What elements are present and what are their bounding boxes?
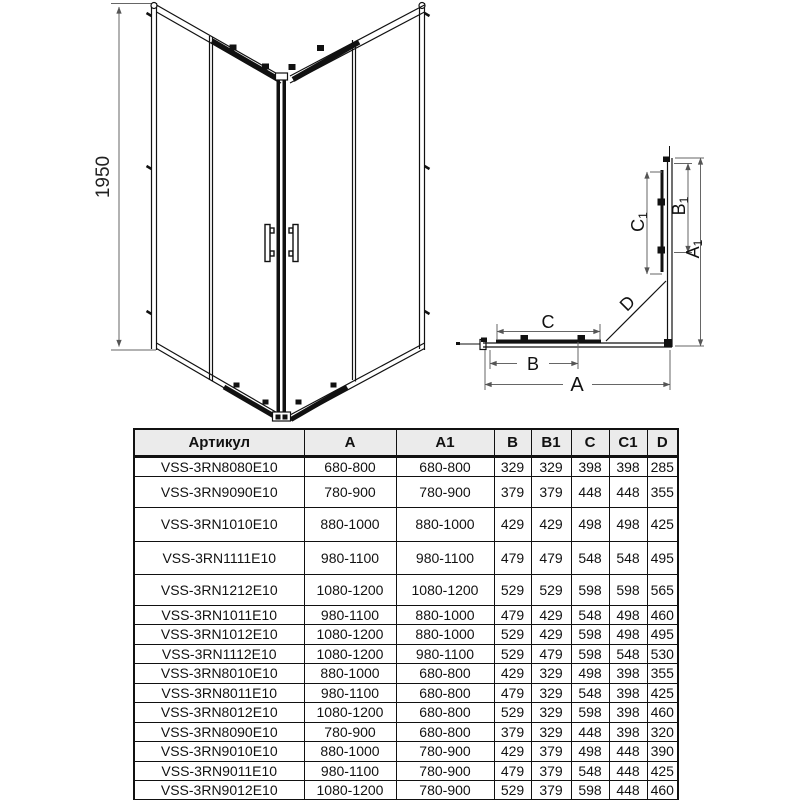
value-cell: 780-900 [396, 476, 494, 507]
value-cell: 379 [531, 781, 571, 800]
table-row [134, 742, 678, 762]
value-cell: 680-800 [396, 703, 494, 723]
value-cell: 680-800 [396, 722, 494, 742]
value-cell: 548 [571, 605, 609, 625]
header-c1: C1 [609, 429, 647, 456]
value-cell: 529 [494, 574, 531, 605]
height-dimension-label: 1950 [93, 155, 114, 199]
value-cell: 498 [609, 625, 647, 645]
value-cell: 479 [494, 605, 531, 625]
value-cell: 398 [571, 456, 609, 476]
table-row [134, 664, 678, 684]
value-cell: 448 [609, 761, 647, 781]
value-cell: 598 [571, 703, 609, 723]
table-row [134, 722, 678, 742]
bottom-rail-right [290, 343, 425, 421]
article-cell: VSS-3RN1212E10 [134, 574, 304, 605]
value-cell: 379 [494, 476, 531, 507]
value-cell: 529 [494, 625, 531, 645]
value-cell: 355 [647, 476, 678, 507]
value-cell: 529 [531, 574, 571, 605]
value-cell: 379 [494, 722, 531, 742]
value-cell: 780-900 [304, 476, 396, 507]
value-cell: 680-800 [304, 456, 396, 476]
header-b: B [494, 429, 531, 456]
value-cell: 680-800 [396, 664, 494, 684]
value-cell: 429 [494, 664, 531, 684]
value-cell: 479 [494, 541, 531, 574]
article-cell: VSS-3RN9011E10 [134, 761, 304, 781]
value-cell: 498 [571, 664, 609, 684]
value-cell: 448 [609, 476, 647, 507]
value-cell: 548 [571, 541, 609, 574]
value-cell: 529 [494, 703, 531, 723]
value-cell: 398 [609, 722, 647, 742]
header-a1: A1 [396, 429, 494, 456]
article-cell: VSS-3RN1011E10 [134, 605, 304, 625]
value-cell: 379 [531, 761, 571, 781]
right-panel-divider [353, 40, 356, 382]
value-cell: 379 [531, 476, 571, 507]
article-cell: VSS-3RN1112E10 [134, 644, 304, 664]
value-cell: 880-1000 [304, 507, 396, 541]
value-cell: 479 [494, 683, 531, 703]
plan-dim-a-label: A [570, 374, 584, 396]
article-cell: VSS-3RN8011E10 [134, 683, 304, 703]
value-cell: 425 [647, 507, 678, 541]
left-door-handle [265, 225, 274, 262]
front-view [93, 3, 430, 422]
value-cell: 460 [647, 703, 678, 723]
value-cell: 548 [609, 541, 647, 574]
article-cell: VSS-3RN8080E10 [134, 456, 304, 476]
value-cell: 548 [571, 761, 609, 781]
plan-view [456, 146, 705, 396]
value-cell: 780-900 [396, 761, 494, 781]
value-cell: 429 [531, 605, 571, 625]
value-cell: 285 [647, 456, 678, 476]
value-cell: 329 [531, 456, 571, 476]
article-cell: VSS-3RN8010E10 [134, 664, 304, 684]
table-header [134, 429, 678, 456]
table-row [134, 605, 678, 625]
value-cell: 429 [531, 507, 571, 541]
value-cell: 780-900 [396, 742, 494, 762]
value-cell: 980-1100 [304, 605, 396, 625]
value-cell: 329 [531, 664, 571, 684]
value-cell: 460 [647, 781, 678, 800]
value-cell: 780-900 [304, 722, 396, 742]
value-cell: 980-1100 [304, 683, 396, 703]
value-cell: 548 [609, 644, 647, 664]
plan-horizontal-door-panel [496, 335, 601, 343]
plan-dimensions [485, 158, 704, 390]
value-cell: 565 [647, 574, 678, 605]
value-cell: 1080-1200 [304, 574, 396, 605]
table-body [134, 456, 678, 800]
value-cell: 425 [647, 683, 678, 703]
value-cell: 529 [494, 781, 531, 800]
value-cell: 379 [531, 742, 571, 762]
value-cell: 479 [531, 541, 571, 574]
value-cell: 429 [494, 742, 531, 762]
value-cell: 598 [571, 644, 609, 664]
corner-post [273, 73, 291, 421]
value-cell: 780-900 [396, 781, 494, 800]
value-cell: 479 [494, 761, 531, 781]
plan-dim-b-label: B [526, 354, 540, 374]
top-rail-left [157, 5, 282, 83]
value-cell: 880-1000 [396, 625, 494, 645]
value-cell: 355 [647, 664, 678, 684]
value-cell: 598 [571, 574, 609, 605]
value-cell: 429 [494, 507, 531, 541]
value-cell: 498 [609, 605, 647, 625]
value-cell: 1080-1200 [304, 644, 396, 664]
table-row [134, 781, 678, 800]
article-cell: VSS-3RN9012E10 [134, 781, 304, 800]
plan-bottom-wall [456, 338, 672, 350]
article-cell: VSS-3RN1010E10 [134, 507, 304, 541]
value-cell: 880-1000 [304, 742, 396, 762]
value-cell: 329 [531, 703, 571, 723]
value-cell: 880-1000 [304, 664, 396, 684]
value-cell: 320 [647, 722, 678, 742]
value-cell: 980-1100 [396, 541, 494, 574]
value-cell: 1080-1200 [304, 625, 396, 645]
header-article: Артикул [134, 429, 304, 456]
value-cell: 980-1100 [304, 541, 396, 574]
article-cell: VSS-3RN1012E10 [134, 625, 304, 645]
article-cell: VSS-3RN9090E10 [134, 476, 304, 507]
value-cell: 495 [647, 625, 678, 645]
value-cell: 398 [609, 664, 647, 684]
value-cell: 680-800 [396, 456, 494, 476]
value-cell: 479 [531, 644, 571, 664]
table-row [134, 683, 678, 703]
value-cell: 495 [647, 541, 678, 574]
left-wall-profile [147, 3, 158, 351]
article-cell: VSS-3RN1111E10 [134, 541, 304, 574]
value-cell: 460 [647, 605, 678, 625]
value-cell: 1080-1200 [304, 781, 396, 800]
value-cell: 429 [531, 625, 571, 645]
dimensions-table [133, 428, 679, 800]
plan-dim-a1-label: A1 [683, 239, 705, 259]
value-cell: 598 [571, 625, 609, 645]
table-row [134, 574, 678, 605]
bottom-rail-left [157, 343, 282, 421]
value-cell: 980-1100 [304, 761, 396, 781]
value-cell: 448 [609, 781, 647, 800]
plan-dim-d-label: D [615, 291, 639, 315]
value-cell: 598 [609, 574, 647, 605]
table-row [134, 456, 678, 476]
plan-dim-b1-label: B1 [669, 196, 691, 216]
value-cell: 1080-1200 [396, 574, 494, 605]
table-row [134, 703, 678, 723]
table-row [134, 541, 678, 574]
height-dimension [111, 4, 156, 351]
table-row [134, 476, 678, 507]
plan-diagonal [606, 281, 666, 341]
value-cell: 980-1100 [396, 644, 494, 664]
plan-dim-c-label: C [541, 312, 555, 332]
table-row [134, 625, 678, 645]
value-cell: 398 [609, 703, 647, 723]
value-cell: 398 [609, 456, 647, 476]
value-cell: 329 [531, 683, 571, 703]
value-cell: 680-800 [396, 683, 494, 703]
left-panel-divider [210, 36, 213, 382]
right-wall-profile [419, 3, 430, 351]
article-cell: VSS-3RN8090E10 [134, 722, 304, 742]
article-cell: VSS-3RN8012E10 [134, 703, 304, 723]
value-cell: 880-1000 [396, 605, 494, 625]
value-cell: 530 [647, 644, 678, 664]
value-cell: 329 [494, 456, 531, 476]
right-door-handle [289, 225, 298, 262]
header-b1: B1 [531, 429, 571, 456]
value-cell: 498 [571, 742, 609, 762]
plan-dim-c1-label: C1 [628, 212, 650, 232]
plan-vertical-door-panel [658, 170, 666, 272]
value-cell: 1080-1200 [304, 703, 396, 723]
table-row [134, 761, 678, 781]
header-c: C [571, 429, 609, 456]
value-cell: 425 [647, 761, 678, 781]
value-cell: 448 [571, 476, 609, 507]
value-cell: 329 [531, 722, 571, 742]
value-cell: 598 [571, 781, 609, 800]
table-row [134, 644, 678, 664]
value-cell: 548 [571, 683, 609, 703]
header-d: D [647, 429, 678, 456]
top-rail-right [289, 5, 425, 83]
header-a: A [304, 429, 396, 456]
value-cell: 448 [609, 742, 647, 762]
value-cell: 529 [494, 644, 531, 664]
article-cell: VSS-3RN9010E10 [134, 742, 304, 762]
table-row [134, 507, 678, 541]
value-cell: 498 [609, 507, 647, 541]
value-cell: 498 [571, 507, 609, 541]
value-cell: 390 [647, 742, 678, 762]
value-cell: 880-1000 [396, 507, 494, 541]
value-cell: 448 [571, 722, 609, 742]
value-cell: 398 [609, 683, 647, 703]
